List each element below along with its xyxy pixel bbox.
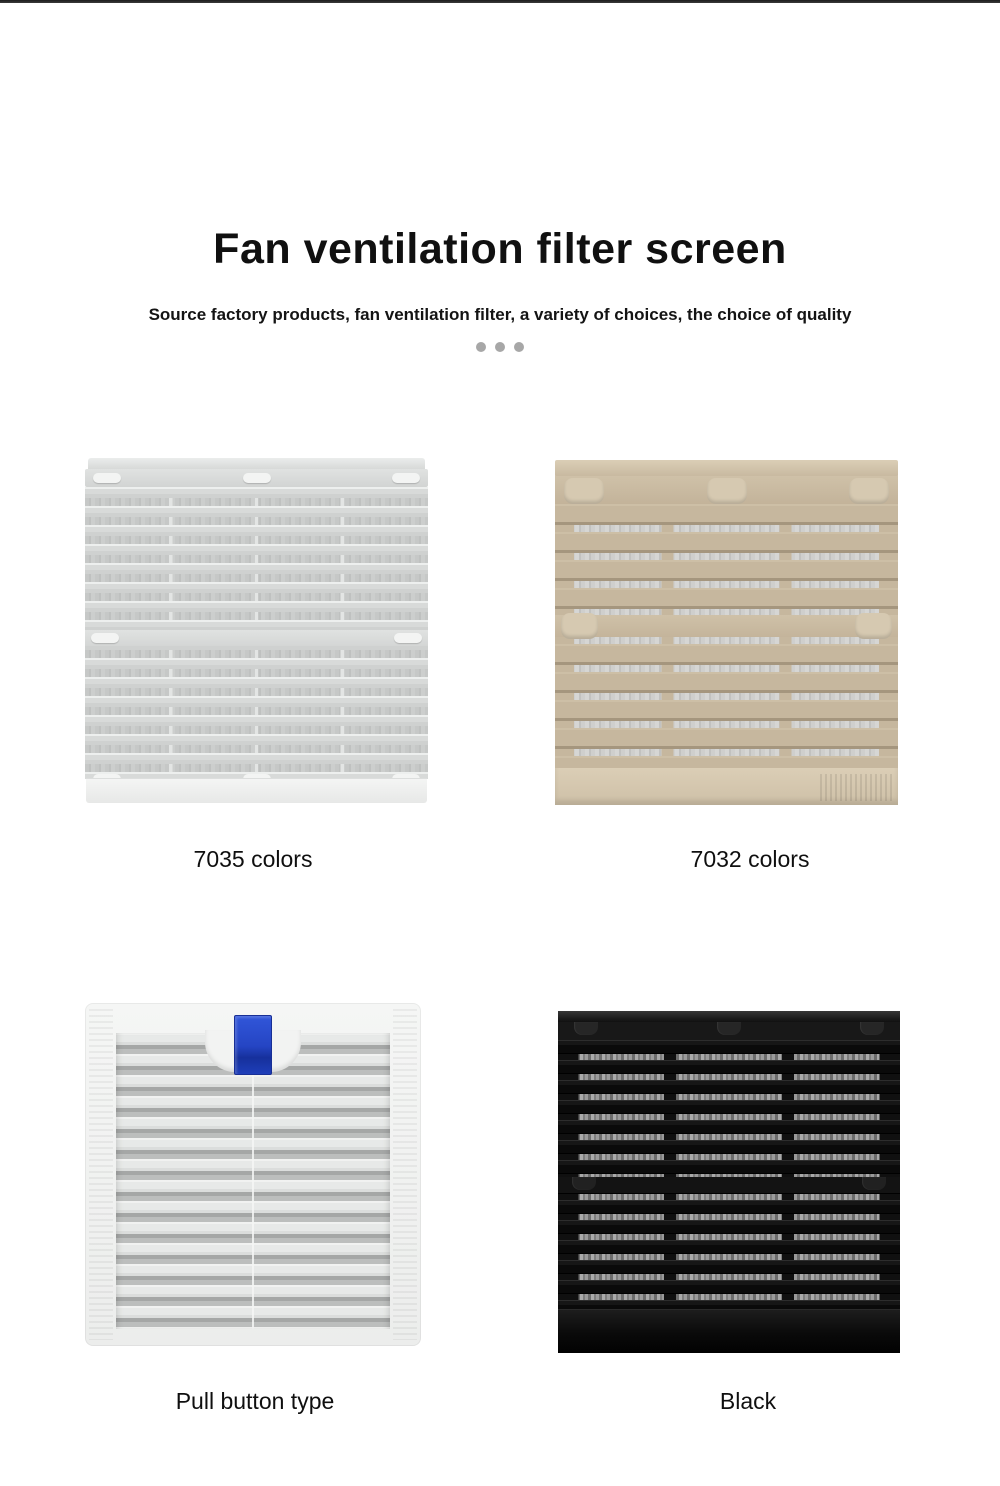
product-label-pull-button: Pull button type — [175, 1388, 335, 1414]
mounting-tab — [849, 478, 889, 504]
carousel-dots — [0, 342, 1000, 352]
product-image-black — [558, 1011, 900, 1353]
ribbed-texture — [820, 774, 892, 801]
filter-top-cap — [558, 1011, 900, 1022]
carousel-dot — [495, 342, 505, 352]
filter-mid-band — [558, 1177, 900, 1193]
mounting-tab — [717, 1022, 741, 1035]
carousel-dot — [476, 342, 486, 352]
mounting-tab — [860, 1022, 884, 1035]
page-title: Fan ventilation filter screen — [213, 224, 787, 273]
filter-base — [558, 1309, 900, 1353]
top-edge-divider — [0, 0, 1000, 3]
mounting-tab — [561, 613, 598, 639]
filter-tab-row — [555, 476, 898, 504]
filter-top-cap — [555, 460, 898, 477]
ribbed-edge-left — [89, 1009, 113, 1340]
mounting-tab — [707, 478, 747, 504]
product-image-7035 — [85, 458, 428, 803]
mounting-tab — [572, 1177, 596, 1190]
mounting-tab — [574, 1022, 598, 1035]
carousel-dot — [514, 342, 524, 352]
filter-mid-band — [555, 615, 898, 637]
page-subtitle: Source factory products, fan ventilation filter, a variety of choices, the choice of quality — [148, 305, 852, 324]
mounting-tab — [862, 1177, 886, 1190]
mounting-tab — [855, 613, 892, 639]
louver-panel — [116, 1033, 390, 1329]
product-image-7032 — [555, 460, 898, 805]
filter-mid-band — [85, 630, 428, 646]
louver-panel — [558, 1040, 900, 1309]
mounting-tab — [394, 633, 422, 643]
filter-tab-row — [558, 1022, 900, 1040]
filter-base — [86, 778, 427, 803]
ribbed-edge-right — [393, 1009, 417, 1340]
product-label-7035: 7035 colors — [193, 846, 313, 872]
blue-pull-tab — [234, 1015, 272, 1075]
mounting-tab — [564, 478, 604, 504]
filter-base — [555, 768, 898, 805]
filter-tab-row — [85, 469, 428, 487]
product-label-black: Black — [719, 1388, 777, 1414]
mounting-tab — [243, 473, 271, 483]
product-image-pull-button — [85, 1003, 421, 1346]
mounting-tab — [93, 473, 121, 483]
product-label-7032: 7032 colors — [690, 846, 810, 872]
mounting-tab — [91, 633, 119, 643]
mounting-tab — [392, 473, 420, 483]
